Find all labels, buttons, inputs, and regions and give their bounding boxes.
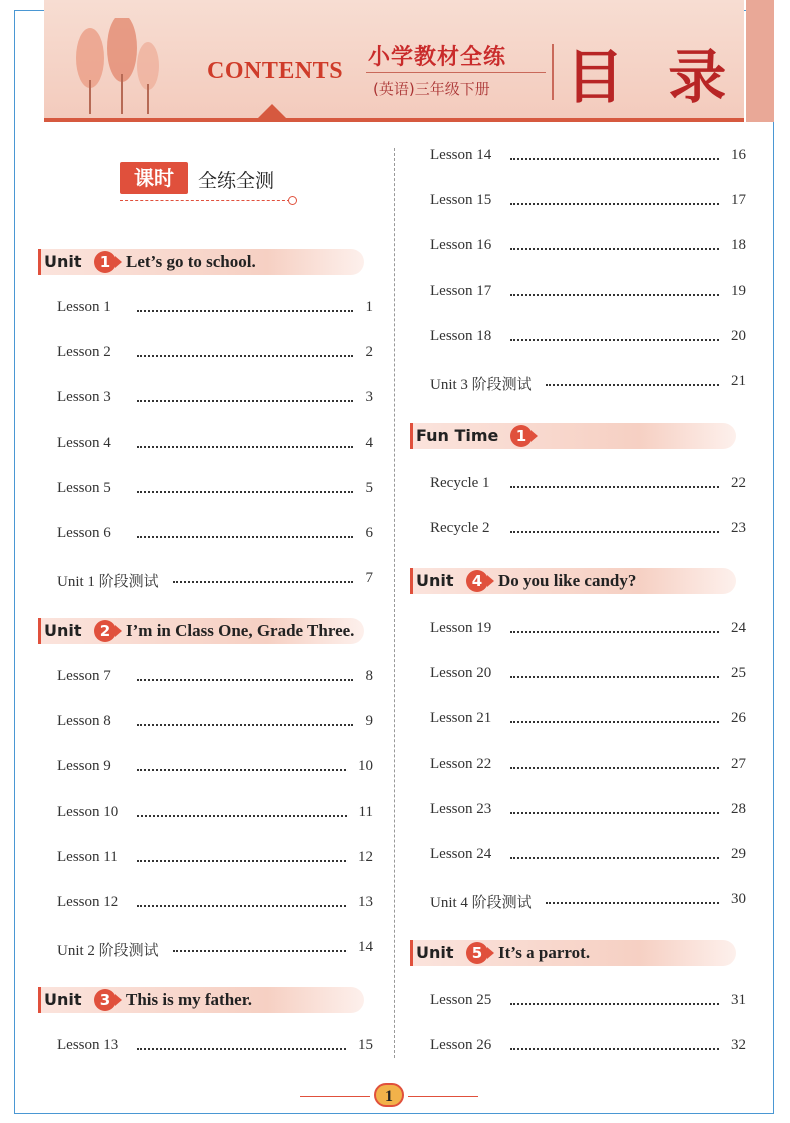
- toc-entry[interactable]: [430, 283, 746, 305]
- entry-name: Recycle 2: [430, 520, 490, 537]
- unit-number-badge: 5: [466, 942, 488, 964]
- toc-entry[interactable]: [57, 939, 373, 961]
- entry-leader-dots: [510, 992, 719, 1005]
- entry-leader-dots: [173, 939, 346, 952]
- entry-name: Recycle 1: [430, 475, 490, 491]
- header-pointer: [258, 104, 286, 118]
- toc-entry[interactable]: [57, 758, 373, 780]
- entry-leader-dots: [173, 570, 353, 583]
- entry-leader-dots: [546, 891, 719, 904]
- entry-leader-dots: [510, 801, 719, 814]
- unit-header: [38, 249, 364, 275]
- book-title: 小学教材全练: [368, 45, 507, 70]
- unit-title: Let’s go to school.: [126, 252, 256, 271]
- entry-name: Lesson 24: [430, 846, 492, 862]
- entry-leader-dots: [546, 373, 719, 386]
- entry-name: Unit 2 阶段测试: [57, 943, 159, 960]
- entry-page-number: 10: [358, 758, 373, 775]
- toc-entry[interactable]: [57, 389, 373, 411]
- entry-page-number: 21: [731, 373, 746, 389]
- entry-leader-dots: [510, 620, 719, 633]
- section-tag-text: 全练全测: [198, 170, 275, 192]
- entry-name: Lesson 23: [430, 800, 492, 817]
- entry-leader-dots: [137, 849, 346, 862]
- entry-name: Lesson 13: [57, 1037, 119, 1053]
- entry-page-number: 15: [358, 1037, 373, 1053]
- entry-name: Lesson 10: [57, 803, 119, 820]
- entry-page-number: 2: [365, 344, 373, 361]
- entry-leader-dots: [510, 147, 719, 160]
- unit-header: [410, 568, 736, 594]
- entry-page-number: 16: [731, 147, 746, 163]
- entry-name: Lesson 25: [430, 992, 492, 1008]
- entry-page-number: 30: [731, 891, 746, 908]
- book-subtitle: (英语)三年级下册: [373, 80, 490, 98]
- section-tag-label: 课时: [120, 162, 188, 194]
- toc-entry[interactable]: [57, 299, 373, 321]
- unit-title: It’s a parrot.: [498, 943, 591, 962]
- unit-arrow-icon: [115, 256, 122, 268]
- entry-name: Lesson 15: [430, 192, 492, 209]
- unit-label: Fun Time: [416, 426, 499, 445]
- toc-entry[interactable]: [430, 475, 746, 497]
- toc-entry[interactable]: [57, 525, 373, 547]
- unit-label: Unit: [416, 943, 454, 962]
- unit-label: Unit: [44, 621, 82, 640]
- entry-name: Lesson 20: [430, 665, 492, 682]
- toc-entry[interactable]: [57, 713, 373, 735]
- toc-entry[interactable]: [430, 665, 746, 687]
- entry-page-number: 28: [731, 800, 746, 817]
- toc-entry[interactable]: [57, 849, 373, 871]
- entry-page-number: 5: [365, 479, 373, 496]
- entry-name: Lesson 18: [430, 327, 492, 344]
- entry-page-number: 17: [731, 192, 746, 209]
- toc-entry[interactable]: [430, 620, 746, 642]
- entry-name: Lesson 26: [430, 1037, 492, 1054]
- entry-name: Lesson 2: [57, 344, 111, 361]
- entry-name: Lesson 17: [430, 282, 492, 299]
- unit-header: [410, 940, 736, 966]
- unit-number-badge: 2: [94, 620, 116, 642]
- toc-entry[interactable]: [430, 846, 746, 868]
- entry-page-number: 29: [731, 846, 746, 862]
- unit-label: Unit: [416, 571, 454, 590]
- entry-page-number: 22: [731, 475, 746, 491]
- toc-entry[interactable]: [430, 891, 746, 913]
- entry-leader-dots: [137, 525, 353, 538]
- entry-page-number: 26: [731, 710, 746, 727]
- entry-page-number: 7: [365, 570, 373, 587]
- toc-entry[interactable]: [57, 668, 373, 690]
- entry-page-number: 32: [731, 1037, 746, 1054]
- entry-leader-dots: [510, 283, 719, 296]
- entry-leader-dots: [137, 344, 353, 357]
- entry-leader-dots: [510, 237, 719, 250]
- page-number-badge: 1: [374, 1083, 404, 1107]
- unit-label: Unit: [44, 252, 82, 271]
- toc-entry[interactable]: [57, 480, 373, 502]
- entry-name: Lesson 4: [57, 434, 111, 451]
- toc-entry[interactable]: [430, 1037, 746, 1059]
- unit-arrow-icon: [487, 947, 494, 959]
- entry-page-number: 12: [358, 848, 373, 865]
- unit-number-badge: 1: [510, 425, 532, 447]
- entry-leader-dots: [137, 1037, 346, 1050]
- toc-entry[interactable]: [430, 710, 746, 732]
- toc-entry[interactable]: [57, 894, 373, 916]
- unit-header: [38, 618, 364, 644]
- entry-name: Lesson 9: [57, 758, 111, 775]
- column-divider: [394, 148, 395, 1058]
- toc-entry[interactable]: [57, 435, 373, 457]
- section-tag-underline: [120, 200, 290, 201]
- entry-leader-dots: [137, 435, 353, 448]
- unit-arrow-icon: [115, 625, 122, 637]
- entry-page-number: 4: [365, 434, 373, 451]
- toc-entry[interactable]: [57, 1037, 373, 1059]
- entry-page-number: 20: [731, 327, 746, 344]
- footer-line-right: [408, 1096, 478, 1097]
- unit-arrow-icon: [531, 430, 538, 442]
- entry-page-number: 1: [365, 299, 373, 315]
- entry-page-number: 13: [358, 894, 373, 910]
- entry-name: Lesson 7: [57, 668, 111, 684]
- entry-leader-dots: [137, 804, 347, 817]
- entry-page-number: 25: [731, 665, 746, 682]
- entry-name: Unit 4 阶段测试: [430, 895, 532, 912]
- entry-page-number: 23: [731, 520, 746, 537]
- entry-name: Lesson 21: [430, 710, 492, 727]
- entry-page-number: 24: [731, 620, 746, 636]
- entry-name: Lesson 12: [57, 894, 119, 910]
- toc-entry[interactable]: [430, 373, 746, 395]
- entry-leader-dots: [137, 894, 346, 907]
- entry-page-number: 14: [358, 939, 373, 956]
- entry-leader-dots: [510, 1037, 719, 1050]
- unit-number-badge: 1: [94, 251, 116, 273]
- unit-title: This is my father.: [126, 990, 252, 1009]
- unit-title: I’m in Class One, Grade Three.: [126, 621, 355, 640]
- entry-name: Lesson 3: [57, 389, 111, 406]
- entry-name: Lesson 6: [57, 525, 111, 541]
- entry-name: Unit 3 阶段测试: [430, 377, 532, 393]
- entry-leader-dots: [137, 389, 353, 402]
- mulu-heading: 目 录: [566, 43, 739, 111]
- entry-name: Lesson 16: [430, 237, 492, 254]
- entry-leader-dots: [510, 192, 719, 205]
- entry-leader-dots: [510, 328, 719, 341]
- entry-name: Lesson 22: [430, 755, 492, 772]
- toc-entry[interactable]: [430, 520, 746, 542]
- contents-heading: CONTENTS: [207, 58, 344, 84]
- header-vertical-divider: [552, 44, 554, 100]
- toc-entry[interactable]: [430, 237, 746, 259]
- tree-decoration-icon: [60, 18, 170, 114]
- entry-leader-dots: [510, 520, 719, 533]
- toc-entry[interactable]: [430, 992, 746, 1014]
- entry-name: Unit 1 阶段测试: [57, 574, 159, 591]
- entry-page-number: 6: [365, 525, 373, 541]
- entry-leader-dots: [137, 668, 353, 681]
- entry-leader-dots: [137, 480, 353, 493]
- entry-name: Lesson 8: [57, 713, 111, 730]
- entry-leader-dots: [510, 710, 719, 723]
- toc-entry[interactable]: [57, 344, 373, 366]
- toc-entry[interactable]: [57, 804, 373, 826]
- unit-header: [410, 423, 736, 449]
- entry-page-number: 31: [731, 992, 746, 1008]
- entry-name: Lesson 1: [57, 299, 111, 315]
- entry-page-number: 8: [365, 668, 373, 684]
- unit-header: [38, 987, 364, 1013]
- header-edge: [746, 0, 774, 122]
- section-tag-dot-icon: [288, 196, 297, 205]
- footer-line-left: [300, 1096, 370, 1097]
- header-underline: [44, 118, 744, 122]
- entry-page-number: 27: [731, 755, 746, 772]
- entry-page-number: 19: [731, 282, 746, 299]
- toc-entry[interactable]: [430, 328, 746, 350]
- entry-page-number: 11: [358, 803, 373, 820]
- toc-entry[interactable]: [430, 147, 746, 169]
- entry-leader-dots: [510, 475, 719, 488]
- entry-name: Lesson 14: [430, 147, 492, 163]
- unit-arrow-icon: [487, 575, 494, 587]
- entry-leader-dots: [137, 758, 346, 771]
- entry-leader-dots: [510, 665, 719, 678]
- unit-number-badge: 4: [466, 570, 488, 592]
- entry-name: Lesson 5: [57, 479, 111, 496]
- unit-number-badge: 3: [94, 989, 116, 1011]
- toc-entry[interactable]: [430, 192, 746, 214]
- unit-label: Unit: [44, 990, 82, 1009]
- entry-name: Lesson 19: [430, 620, 492, 636]
- unit-arrow-icon: [115, 994, 122, 1006]
- entry-leader-dots: [137, 713, 353, 726]
- entry-name: Lesson 11: [57, 848, 118, 865]
- entry-leader-dots: [510, 846, 719, 859]
- entry-page-number: 9: [365, 713, 373, 730]
- entry-leader-dots: [137, 299, 353, 312]
- entry-page-number: 3: [365, 389, 373, 406]
- entry-page-number: 18: [731, 237, 746, 254]
- toc-entry[interactable]: [57, 570, 373, 592]
- toc-entry[interactable]: [430, 801, 746, 823]
- unit-title: Do you like candy?: [498, 571, 637, 590]
- entry-leader-dots: [510, 756, 719, 769]
- toc-entry[interactable]: [430, 756, 746, 778]
- title-divider: [366, 72, 546, 73]
